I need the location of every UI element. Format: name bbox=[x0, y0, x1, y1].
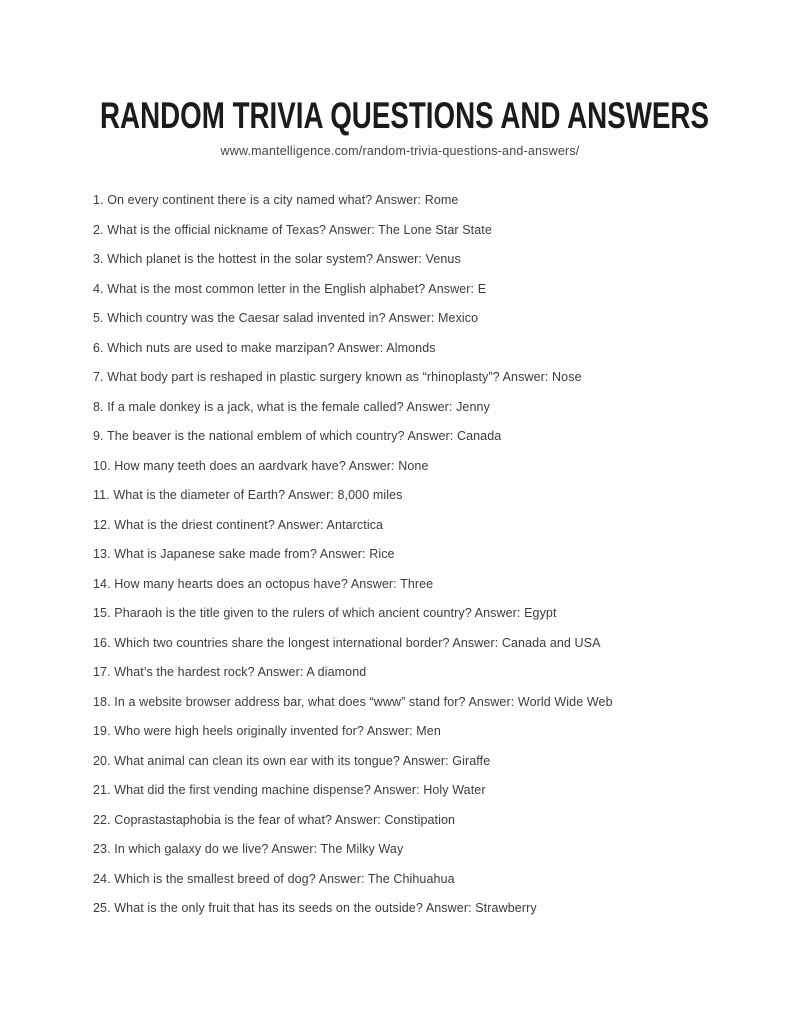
question-number: 14. bbox=[93, 576, 111, 591]
question-text: What’s the hardest rock? bbox=[114, 665, 255, 679]
question-number: 24. bbox=[93, 871, 111, 886]
question-text: What is the only fruit that has its seeds on the outside? bbox=[114, 901, 423, 915]
question-number: 18. bbox=[93, 694, 111, 709]
question-item bbox=[93, 401, 740, 414]
question-item bbox=[93, 607, 740, 620]
answer-label: Answer: bbox=[468, 694, 515, 709]
question-number: 23. bbox=[93, 842, 111, 856]
answer-text: Venus bbox=[425, 252, 461, 266]
question-item bbox=[93, 194, 740, 207]
answer-label: Answer: bbox=[388, 311, 435, 325]
source-url: www.mantelligence.com/random-trivia-questions-and-answers/ bbox=[220, 144, 580, 158]
question-number: 17. bbox=[93, 665, 111, 679]
question-item bbox=[93, 224, 740, 237]
answer-text: Holy Water bbox=[423, 783, 486, 797]
question-item bbox=[93, 253, 740, 266]
question-text: What is the diameter of Earth? bbox=[113, 488, 286, 502]
question-item bbox=[93, 755, 740, 768]
answer-text: Jenny bbox=[456, 399, 490, 414]
question-text: What is Japanese sake made from? bbox=[114, 547, 317, 561]
question-number: 4. bbox=[93, 281, 104, 296]
question-text: What body part is reshaped in plastic surgery known as “rhinoplasty”? bbox=[107, 370, 500, 384]
question-item bbox=[93, 873, 740, 886]
answer-label: Answer: bbox=[337, 340, 384, 355]
question-number: 12. bbox=[93, 517, 111, 532]
answer-text: The Milky Way bbox=[320, 842, 404, 856]
answer-text: Rome bbox=[424, 193, 459, 207]
question-item bbox=[93, 548, 740, 561]
answer-label: Answer: bbox=[402, 753, 449, 768]
answer-text: Nose bbox=[552, 370, 582, 384]
answer-text: Almonds bbox=[386, 340, 436, 355]
question-item bbox=[93, 784, 740, 797]
question-number: 13. bbox=[93, 547, 111, 561]
answer-text: Strawberry bbox=[475, 901, 537, 915]
question-number: 21. bbox=[93, 783, 111, 797]
question-item bbox=[93, 489, 740, 502]
answer-label: Answer: bbox=[366, 724, 413, 738]
question-item bbox=[93, 430, 740, 443]
answer-label: Answer: bbox=[428, 281, 475, 296]
question-number: 15. bbox=[93, 606, 111, 620]
question-text: Which planet is the hottest in the solar system? bbox=[107, 252, 374, 266]
answer-label: Answer: bbox=[288, 488, 334, 502]
question-text: Which is the smallest breed of dog? bbox=[114, 871, 316, 886]
question-number: 1. bbox=[93, 193, 104, 207]
question-item bbox=[93, 725, 740, 738]
question-number: 16. bbox=[93, 635, 111, 650]
question-text: What is the most common letter in the English alphabet? bbox=[107, 281, 426, 296]
answer-text: The Chihuahua bbox=[367, 871, 455, 886]
question-number: 3. bbox=[93, 252, 104, 266]
answer-label: Answer: bbox=[425, 901, 472, 915]
question-text: Coprastastaphobia is the fear of what? bbox=[114, 812, 333, 827]
question-text: Which nuts are used to make marzipan? bbox=[107, 340, 335, 355]
question-number: 9. bbox=[93, 429, 104, 443]
answer-label: Answer: bbox=[502, 370, 549, 384]
answer-text: The Lone Star State bbox=[378, 222, 492, 237]
answer-label: Answer: bbox=[407, 429, 454, 443]
question-number: 11. bbox=[93, 488, 110, 502]
question-text: How many hearts does an octopus have? bbox=[114, 576, 348, 591]
question-number: 19. bbox=[93, 724, 111, 738]
answer-label: Answer: bbox=[373, 783, 420, 797]
question-item bbox=[93, 342, 740, 355]
answer-text: Canada bbox=[456, 429, 502, 443]
question-text: What animal can clean its own ear with its tongue? bbox=[114, 753, 400, 768]
question-number: 6. bbox=[93, 340, 104, 355]
question-item bbox=[93, 814, 740, 827]
answer-label: Answer: bbox=[271, 842, 318, 856]
question-item bbox=[93, 460, 740, 473]
answer-label: Answer: bbox=[328, 222, 375, 237]
answer-text: A diamond bbox=[306, 665, 367, 679]
question-text: Which country was the Caesar salad invented in? bbox=[107, 311, 386, 325]
answer-label: Answer: bbox=[277, 517, 324, 532]
question-item bbox=[93, 666, 740, 679]
question-number: 10. bbox=[93, 458, 111, 473]
question-item bbox=[93, 519, 740, 532]
answer-label: Answer: bbox=[334, 812, 381, 827]
question-list bbox=[0, 194, 800, 915]
question-text: Which two countries share the longest international border? bbox=[114, 635, 450, 650]
answer-text: Constipation bbox=[384, 812, 456, 827]
answer-label: Answer: bbox=[376, 252, 422, 266]
answer-text: World Wide Web bbox=[517, 694, 613, 709]
question-number: 20. bbox=[93, 753, 111, 768]
answer-label: Answer: bbox=[257, 665, 304, 679]
answer-text: None bbox=[398, 458, 429, 473]
question-number: 2. bbox=[93, 222, 104, 237]
question-text: How many teeth does an aardvark have? bbox=[114, 458, 346, 473]
question-text: On every continent there is a city named what? bbox=[107, 193, 373, 207]
question-item bbox=[93, 371, 740, 384]
answer-text: Antarctica bbox=[326, 517, 384, 532]
answer-text: Canada and USA bbox=[501, 635, 601, 650]
question-item bbox=[93, 902, 740, 915]
question-text: What is the driest continent? bbox=[114, 517, 275, 532]
answer-text: Egypt bbox=[524, 606, 557, 620]
answer-label: Answer: bbox=[348, 458, 395, 473]
answer-text: Mexico bbox=[438, 311, 479, 325]
answer-text: Giraffe bbox=[452, 753, 491, 768]
question-number: 5. bbox=[93, 311, 104, 325]
question-text: In a website browser address bar, what does “www” stand for? bbox=[114, 694, 466, 709]
answer-label: Answer: bbox=[350, 576, 397, 591]
answer-label: Answer: bbox=[452, 635, 499, 650]
question-number: 7. bbox=[93, 370, 104, 384]
page-title: RANDOM TRIVIA QUESTIONS AND ANSWERS bbox=[100, 95, 709, 136]
answer-text: Men bbox=[416, 724, 441, 738]
answer-text: E bbox=[477, 281, 487, 296]
question-text: The beaver is the national emblem of which country? bbox=[106, 429, 405, 443]
question-number: 22. bbox=[93, 812, 111, 827]
question-item bbox=[93, 283, 740, 296]
answer-label: Answer: bbox=[319, 547, 366, 561]
answer-text: 8,000 miles bbox=[337, 488, 403, 502]
question-text: Who were high heels originally invented for? bbox=[114, 724, 364, 738]
question-text: Pharaoh is the title given to the rulers of which ancient country? bbox=[114, 606, 472, 620]
answer-label: Answer: bbox=[474, 606, 521, 620]
answer-text: Rice bbox=[369, 547, 395, 561]
answer-label: Answer: bbox=[318, 871, 365, 886]
question-text: If a male donkey is a jack, what is the female called? bbox=[107, 399, 404, 414]
question-item bbox=[93, 578, 740, 591]
question-number: 8. bbox=[93, 399, 104, 414]
question-number: 25. bbox=[93, 901, 111, 915]
answer-label: Answer: bbox=[406, 399, 453, 414]
question-text: What did the first vending machine dispense? bbox=[114, 783, 371, 797]
question-item bbox=[93, 312, 740, 325]
question-item bbox=[93, 637, 740, 650]
question-text: In which galaxy do we live? bbox=[114, 842, 269, 856]
answer-text: Three bbox=[400, 576, 434, 591]
question-text: What is the official nickname of Texas? bbox=[107, 222, 327, 237]
answer-label: Answer: bbox=[375, 193, 422, 207]
question-item bbox=[93, 843, 740, 856]
question-item bbox=[93, 696, 740, 709]
